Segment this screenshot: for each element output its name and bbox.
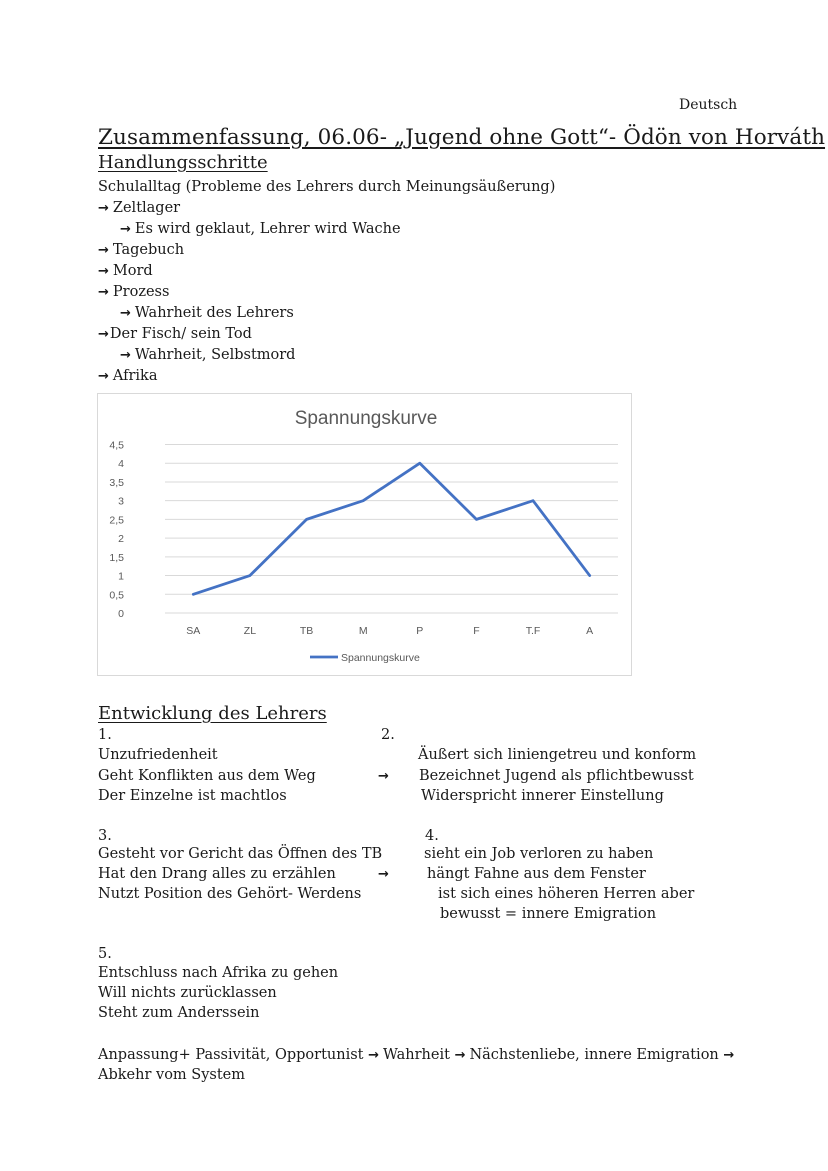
section-heading-entwicklung: Entwicklung des Lehrers <box>98 703 327 724</box>
x-tick-label: SA <box>186 625 201 637</box>
arrow-right-icon: → <box>454 1048 466 1063</box>
list-item: → Prozess <box>98 282 169 303</box>
stage-text: sieht ein Job verloren zu haben <box>424 846 654 862</box>
stage-text: bewusst = innere Emigration <box>440 906 657 922</box>
y-tick-label: 0,5 <box>109 589 124 602</box>
section-heading-handlung: Handlungsschritte <box>98 152 268 173</box>
arrow-right-icon: → <box>98 327 109 342</box>
y-tick-label: 1,5 <box>109 551 124 564</box>
x-tick-label: P <box>416 625 424 637</box>
arrow-right-icon: → <box>98 285 109 300</box>
arrow-right-icon: → <box>368 1048 379 1063</box>
stage-text: Will nichts zurücklassen <box>98 985 277 1001</box>
y-tick-label: 4 <box>118 458 124 471</box>
arrow-right-icon: → <box>120 222 131 237</box>
x-tick-label: M <box>358 625 368 637</box>
stage-number: 3. <box>98 828 112 844</box>
series-line <box>193 463 589 594</box>
data-point <box>305 518 307 520</box>
list-item: → Zeltlager <box>98 198 180 219</box>
list-item: → Mord <box>98 261 153 282</box>
x-tick-label: A <box>586 625 594 637</box>
arrow-right-icon: → <box>120 306 131 321</box>
stage-number: 4. <box>425 828 439 844</box>
list-item: → Wahrheit des Lehrers <box>120 303 294 324</box>
list-item: → Tagebuch <box>98 240 184 261</box>
y-tick-label: 4,5 <box>109 439 124 452</box>
line-chart <box>98 394 631 675</box>
stage-text: Widerspricht innerer Einstellung <box>421 788 664 804</box>
stage-text: Äußert sich liniengetreu und konform <box>418 747 697 763</box>
handlung-intro: Schulalltag (Probleme des Lehrers durch Meinungsäußerung) <box>98 179 556 195</box>
stage-text: Nutzt Position des Gehört- Werdens <box>98 886 362 902</box>
x-tick-label: F <box>473 625 480 637</box>
x-tick-label: TB <box>299 625 314 637</box>
data-point <box>475 518 477 520</box>
page-title: Zusammenfassung, 06.06- „Jugend ohne Gott“- Ödön von Horváth <box>98 125 826 150</box>
chart-container <box>97 393 632 676</box>
y-tick-label: 2 <box>118 533 124 546</box>
stage-text: Hat den Drang alles zu erzählen <box>98 866 336 882</box>
data-point <box>532 499 534 501</box>
data-point <box>362 499 364 501</box>
data-point <box>588 574 590 576</box>
legend-label: Spannungskurve <box>341 652 420 664</box>
stage-text: hängt Fahne aus dem Fenster <box>427 866 646 882</box>
stage-number: 5. <box>98 946 112 962</box>
list-item: → Afrika <box>98 366 158 387</box>
list-item: → Wahrheit, Selbstmord <box>120 345 295 366</box>
stage-text: Der Einzelne ist machtlos <box>98 788 287 804</box>
summary-line-2: Abkehr vom System <box>98 1067 246 1083</box>
y-tick-label: 2,5 <box>109 514 124 527</box>
arrow-right-icon: → <box>98 201 109 216</box>
stage-text: Bezeichnet Jugend als pflichtbewusst <box>419 768 694 784</box>
arrow-right-icon: → <box>98 243 109 258</box>
data-point <box>249 574 251 576</box>
data-point <box>192 593 194 595</box>
summary-line: Anpassung+ Passivität, Opportunist → Wahrheit → Nächstenliebe, innere Emigration → <box>98 1045 738 1066</box>
arrow-right-icon: → <box>378 769 389 784</box>
stage-number: 1. <box>98 727 112 743</box>
y-tick-label: 3 <box>118 495 124 508</box>
arrow-right-icon: → <box>723 1048 735 1063</box>
arrow-right-icon: → <box>98 264 109 279</box>
stage-text: Geht Konflikten aus dem Weg <box>98 768 316 784</box>
stage-text: Entschluss nach Afrika zu gehen <box>98 965 339 981</box>
list-item: → Es wird geklaut, Lehrer wird Wache <box>120 219 401 240</box>
y-tick-label: 3,5 <box>109 476 124 489</box>
x-tick-label: T.F <box>525 625 541 637</box>
list-item: →Der Fisch/ sein Tod <box>98 324 252 345</box>
stage-text: ist sich eines höheren Herren aber <box>438 886 695 902</box>
subject-label: Deutsch <box>679 97 738 113</box>
arrow-right-icon: → <box>98 369 109 384</box>
stage-text: Unzufriedenheit <box>98 747 218 763</box>
stage-text: Gesteht vor Gericht das Öffnen des TB <box>98 846 383 862</box>
stage-number: 2. <box>381 727 395 743</box>
y-tick-label: 1 <box>118 570 124 583</box>
arrow-right-icon: → <box>378 867 389 882</box>
arrow-right-icon: → <box>120 348 131 363</box>
y-tick-label: 0 <box>118 608 124 620</box>
x-tick-label: ZL <box>243 625 257 637</box>
chart-title: Spannungskurve <box>294 408 438 429</box>
stage-text: Steht zum Anderssein <box>98 1005 260 1021</box>
data-point <box>419 462 421 464</box>
